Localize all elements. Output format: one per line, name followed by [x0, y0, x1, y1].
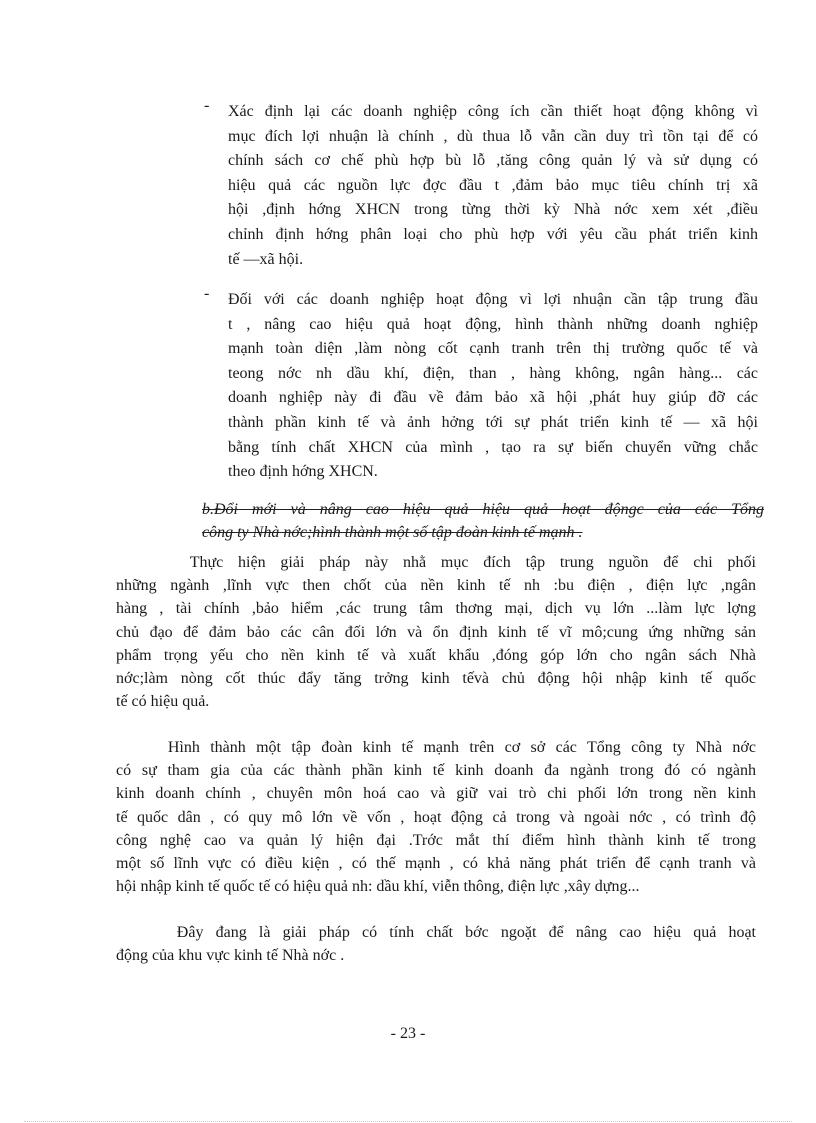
- text-line: doanh nghiệp này đi đầu về đảm bảo xã hội ,phát huy giúp đỡ các: [228, 389, 758, 407]
- text-line: Đây đang là giải pháp có tính chất bớc ngoặt để nâng cao hiệu quả hoạt: [116, 924, 756, 941]
- text-line: Xác định lại các doanh nghiệp công ích cần thiết hoạt động không vì: [228, 103, 758, 120]
- text-line: mạnh toàn diện ,làm nòng cốt cạnh tranh trên thị trường quốc tế và: [228, 340, 758, 358]
- section-heading: [202, 498, 764, 544]
- bullet-marker: -: [204, 285, 210, 302]
- text-line: Đối với các doanh nghiệp hoạt động vì lợi nhuận cần tập trung đầu: [228, 291, 758, 308]
- text-line: phẩm trọng yếu cho nền kinh tế và xuất khẩu ,đóng góp lớn cho ngân sách Nhà: [116, 646, 756, 664]
- text-line: có sự tham gia của các thành phần kinh tế kinh doanh đa ngành trong đó có ngành: [116, 762, 756, 780]
- page-number: - 23 -: [390, 1025, 426, 1042]
- text-line: thành phần kinh tế và ảnh hởng tới sự phát triển kinh tế — xã hội: [228, 413, 758, 431]
- paragraph-conclusion: [116, 921, 756, 967]
- text-line: một số lĩnh vực có điều kiện , có thế mạnh , có khả năng phát triển để cạnh tranh và: [116, 854, 756, 872]
- text-line: những ngành ,lĩnh vực then chốt của nền kinh tế nh :bu điện , điện lực ,ngân: [116, 577, 756, 595]
- text-line: t , nâng cao hiệu quả hoạt động, hình thành những doanh nghiệp: [228, 315, 758, 333]
- text-line: động của khu vực kinh tế Nhà nớc .: [116, 947, 345, 965]
- text-line: Thực hiện giải pháp này nhằ mục đích tập trung nguồn để chi phối: [116, 554, 756, 571]
- page-bottom-divider: [24, 1121, 792, 1122]
- text-line: hiệu quả các nguồn lực đợc đầu t ,đảm bảo mục tiêu chính trị xã: [228, 176, 758, 194]
- paragraph-economic-groups: [116, 736, 756, 898]
- text-line: công nghệ cao va quản lý hiện đại .Trớc mắt thí điểm hình thành kinh tế trong: [116, 831, 756, 849]
- text-line: chỉnh định hớng phân loại cho phù hợp với yêu cầu phát triển kinh: [228, 225, 758, 243]
- text-line: chính sách cơ chế phù hợp bù lỗ ,tăng công quản lý và sử dụng có: [228, 152, 758, 170]
- text-line: hàng , tài chính ,bảo hiểm ,các trung tâm thơng mại, dịch vụ lớn ...làm lực lợng: [116, 600, 756, 618]
- bullet-item-profit-enterprises: [204, 285, 758, 485]
- paragraph-solution-purpose: [116, 551, 756, 713]
- text-line: tế có hiệu quả.: [116, 693, 210, 711]
- text-line: chủ đạo để đảm bảo các cân đối lớn và ổn định kinh tế vĩ mô;cung ứng những sản: [116, 623, 756, 641]
- text-line: Hình thành một tập đoàn kinh tế mạnh trên cơ sở các Tổng công ty Nhà nớc: [116, 739, 756, 756]
- heading-line: b.Đổi mới và nâng cao hiệu quả hiệu quả hoạt độngc của các Tổng: [202, 501, 764, 518]
- text-line: mục đích lợi nhuận là chính , dù thua lỗ vẫn cần duy trì tồn tại để có: [228, 127, 758, 145]
- text-line: kinh doanh chính , chuyên môn hoá cao và giữ vai trò chi phối lớn trong nền kinh: [116, 785, 756, 803]
- text-line: theo định hớng XHCN.: [228, 463, 378, 481]
- text-line: bằng tính chất XHCN của mình , tạo ra sự biến chuyển vững chắc: [228, 438, 758, 456]
- text-line: hội nhập kinh tế quốc tế có hiệu quả nh: dầu khí, viễn thông, điện lực ,xây dựng...: [116, 878, 640, 896]
- text-line: nớc;làm nòng cốt thúc đẩy tăng trởng kinh tếvà chủ động hội nhập kinh tế quốc: [116, 669, 756, 687]
- text-line: teong nớc nh dầu khí, điện, than , hàng không, ngân hàng... các: [228, 364, 758, 382]
- bullet-marker: -: [204, 97, 210, 114]
- heading-line: công ty Nhà nớc;hình thành một số tập đoàn kinh tế mạnh .: [202, 524, 583, 541]
- bullet-item-public-enterprises: [204, 97, 758, 272]
- text-line: tế —xã hội.: [228, 250, 304, 268]
- text-line: hội ,định hớng XHCN trong từng thời kỳ Nhà nớc xem xét ,điều: [228, 201, 758, 219]
- text-line: tế quốc dân , có quy mô lớn về vốn , hoạt động cả trong và ngoài nớc , có trình độ: [116, 808, 756, 826]
